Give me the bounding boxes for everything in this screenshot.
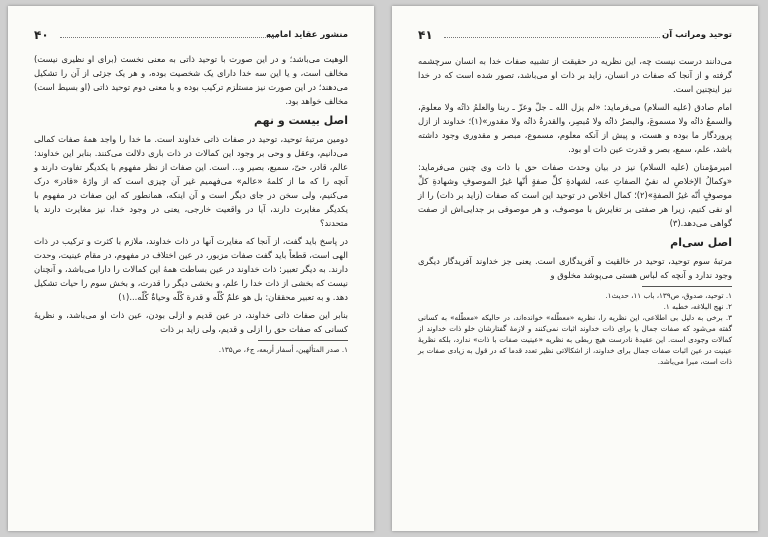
right-header-title: توحید ومراتب آن xyxy=(661,30,732,40)
left-paragraph: دومین مرتبهٔ توحید، توحید در صفات ذاتی خداوند است. ما خدا را واجد همهٔ صفات کمالی می‌دانیم، وعقل و وحی بر وجود این کمالات در ذات باری دلالت می‌کنند. بنابر این خداوند: عالم، قادر، حیّ، سمیع، بصیر و... است. این صفات از نظر مفهوم با یکدیگر تفاوت دارند و آنچه را که ما از کلمهٔ «عالم» می‌فهمیم غیر آن چیزی است که از واژهٔ «قادر» درک می‌کنیم، ولی سخن در جای دیگر است و آن اینکه، همانطور که این صفات در مفهوم با یکدیگر مغایرت دارند، آیا در واقعیت خارجی، یعنی در وجود خدا، نیز مغایرت دارند یا متحدند؟ xyxy=(34,134,348,228)
right-paragraph: مرتبهٔ سوم توحید، توحید در خالقیت و آفریدگاری است. یعنی جز خداوند آفریدگار دیگری وجود ندارد و آنچه که لباس هستی می‌پوشد مخلوق و xyxy=(418,256,732,280)
right-page xyxy=(392,6,758,531)
right-section-heading: اصل سی‌ام xyxy=(670,236,732,249)
left-paragraph: در پاسخ باید گفت، از آنجا که مغایرت آنها در ذات خداوند، ملازم با کثرت و ترکیب در ذات الهی است، قطعاً باید گفت صفات مزبور، در عین اختلاف در مفهوم، در مقام عینیت، وحدت دارند. به دیگر تعبیر: ذات خداوند در عین بساطت همهٔ این کمالات را دارا می‌باشد، و آنچنان نیست که بخشی از ذات خدا را علم، و بخشی دیگر را قدرت، و بخش سوم را حیات تشکیل دهد. و به تعبیر محققان: بل هو علمٌ کُلّه و قدرة کُلّه وحیاةٌ کُلّه...(۱) xyxy=(34,236,348,302)
left-page-body xyxy=(34,52,348,355)
right-footnote: ۲. نهج البلاغه، خطبه ۱. xyxy=(663,302,732,311)
left-header-title: منشور عقاید امامیه xyxy=(266,30,348,40)
right-footnote-separator xyxy=(642,286,732,287)
left-footnote-separator xyxy=(258,340,348,341)
left-paragraph: بنابر این صفات ذاتی خداوند، در عین قدیم و ازلی بودن، عین ذات او می‌باشد، و نظریهٔ کسانی که صفات حق را ازلی و قدیم، ولی زاید بر ذات xyxy=(34,310,348,334)
left-header-dotted-rule xyxy=(60,37,278,38)
right-paragraph: امام صادق (علیه السلام) می‌فرماید: «لم یزل الله ـ جلّ وعزّ ـ ربنا والعلمُ ذاتُه ولا معلومَ، والسمعُ ذاتُه ولا مسموعَ، والبصرُ ذاتُه ولا مُبصِر، والقدرةُ ذاتُه ولا مقدور»(۱)؛ خداوند از ازل پروردگار ما بوده و هست، و پیش از آنکه معلوم، مسموع، مبصر و مقدوری وجود داشته باشد، علم، سمع، بصر و قدرت عین ذات او بود. xyxy=(418,102,732,154)
right-footnote: ۳. برخی به دلیل بی اطلاعی، این نظریه را، نظریه «معطّله» خوانده‌اند، در حالیکه «معطّله» به کسانی گفته می‌شود که صفات جمال یا برای ذات خداوند اثبات نمی‌کنند و لازمهٔ گفتارشان خلو ذات خداوند از کمالات وجودی است. این عقیدهٔ نادرست هیچ ربطی به نظریه «عینیت صفات با ذات» ندارد، بلکه نظریهٔ عینیت در عین اثبات صفات جمال برای خداوند، از اشکالاتی نظیر تعدد قدما که در قول به زیادی صفات بر ذات است، مبرا می‌باشد. xyxy=(418,313,732,366)
right-page-body xyxy=(418,54,732,367)
left-footnote: ۱. صدر المتألهین، أسفار أربعه، ج۶، ص۱۳۵. xyxy=(218,345,348,354)
left-page xyxy=(8,6,374,531)
right-paragraph: امیرمؤمنان (علیه السلام) نیز در بیان وحدت صفات حق با ذات وی چنین می‌فرماید: «وکمالُ الإخلاصِ له نفيُ الصفاتِ عنه، لشهادةِ كلِّ صفةٍ أنّها غيرُ الموصوفِ وشهادةِ كلِّ موصوفٍ أنّه غيرُ الصفةِ»(۲)؛ کمال اخلاص در توحید این است که صفات (زاید بر ذات) را از او نفی کنیم، زیرا هر صفتی بر تغایرش با موصوف، و هر موصوفی بر جدایی‌اش از صفت گواهی می‌دهد.(۳) xyxy=(418,162,732,228)
left-page-header xyxy=(34,28,348,46)
right-paragraph: می‌دانند درست نیست چه، این نظریه در حقیقت از تشبیه صفات خدا به انسان سرچشمه گرفته و از آنجا که صفات در انسان، زاید بر ذات او می‌باشد، تصور شده است که در خدا نیز اینچنین است. xyxy=(418,56,732,94)
left-page-number: ۴۰ xyxy=(34,28,49,42)
left-paragraph: الوهیت می‌باشد؛ و در این صورت با توحید ذاتی به معنی نخست (برای او نظیری نیست) مخالف است، و یا این سه خدا دارای یک شخصیت بوده، و هر یک جزئی از آن را تشکیل می‌دهند؛ در این صورت نیز مستلزم ترکیب بوده و با معنی دوم توحید ذاتی (او بسیط است) مخالف خواهد بود. xyxy=(34,54,348,106)
right-header-dotted-rule xyxy=(444,37,660,38)
right-page-number: ۴۱ xyxy=(418,28,433,42)
right-footnote: ۱. توحید، صدوق، ص۱۳۹، باب ۱۱، حدیث۱. xyxy=(605,291,732,300)
right-page-header xyxy=(418,28,732,46)
left-section-heading: اصل بیست و نهم xyxy=(253,114,348,127)
